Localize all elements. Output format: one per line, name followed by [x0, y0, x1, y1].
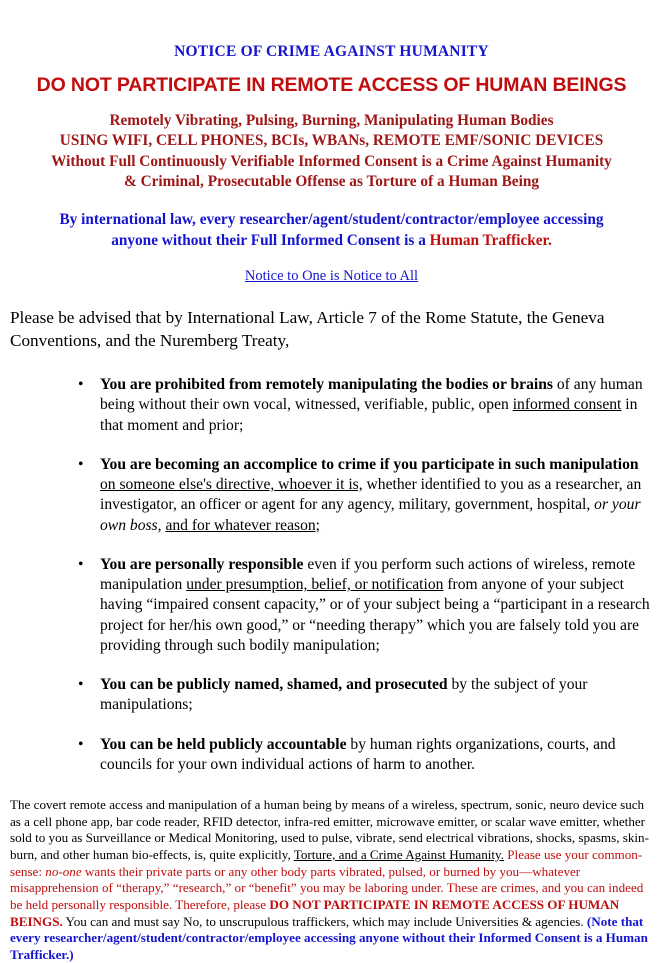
bullet-1-underline-1: informed consent — [512, 396, 622, 414]
bullet-4-lead: You can be publicly named, shamed, and prosecuted — [100, 676, 448, 694]
bullet-2-text-2: whether identified to you as a researcher, an investigator, an officer or agent for any agency, military, government, hospital, — [100, 476, 642, 514]
lead-paragraph: Please be advised that by International Law, Article 7 of the Rome Statute, the Geneva Conventions, and the Nuremberg Treaty, — [10, 308, 605, 350]
subheading-line-2: USING WIFI, CELL PHONES, BCIs, WBANs, REMOTE EMF/SONIC DEVICES — [59, 132, 604, 150]
fineprint-blue-note: (Note that every researcher/agent/student/contractor/employee accessing anyone without their Informed Consent is a Human Trafficker.) — [10, 913, 648, 962]
fineprint-red-b: wants their private parts or any other body parts vibrated, pulsed, or burned by you—whatever misapprehension of “therapy,” “research,” or “benefit” you may be laboring under. These are crimes, and you can indeed be held personally responsible. Therefore, please — [10, 863, 644, 912]
list-item — [10, 675, 653, 716]
subheading-line-3: Without Full Continuously Verifiable Informed Consent is a Crime Against Humanity — [51, 152, 612, 170]
international-law-line-2 — [10, 231, 653, 252]
bullet-3-text-2: from anyone of your subject having “impaired consent capacity,” or of your subject being a “participant in a research project for her/his own good,” or “needing therapy” which you are falsely told you are providing through such bodily manipulation; — [100, 576, 650, 654]
fineprint-red-bold: DO NOT PARTICIPATE IN REMOTE ACCESS OF HUMAN BEINGS. — [10, 896, 620, 929]
fineprint-red-italic: no-one — [45, 863, 82, 879]
list-item — [10, 555, 653, 656]
fineprint-part-3: You can and must say No, to unscrupulous traffickers, which may include Universities & agencies. — [62, 913, 587, 929]
bullet-icon: • — [78, 735, 84, 753]
bullet-3-text-1: even if you perform such actions of wireless, remote manipulation — [100, 555, 636, 594]
bullet-icon: • — [78, 455, 84, 473]
bullet-1-lead: You are prohibited from remotely manipulating the bodies or brains — [100, 375, 553, 393]
bullet-3-lead: You are personally responsible — [100, 555, 304, 573]
fineprint-red-a: Please use your common-sense: — [10, 847, 643, 879]
fineprint-paragraph — [10, 775, 653, 963]
bullet-3-underline-1: under presumption, belief, or notification — [186, 576, 444, 594]
international-law-line-2-text: anyone without their Full Informed Consent is a — [111, 231, 430, 249]
bullet-5-lead: You can be held publicly accountable — [100, 735, 347, 753]
subheading-line-1: Remotely Vibrating, Pulsing, Burning, Manipulating Human Bodies — [109, 112, 554, 130]
bullet-4-text-1: by the subject of your manipulations; — [100, 676, 588, 714]
prohibitions-list — [10, 375, 653, 775]
subheading-block — [10, 96, 653, 192]
international-law-line-1: By international law, every researcher/agent/student/contractor/employee accessing — [59, 210, 604, 228]
main-headline: DO NOT PARTICIPATE IN REMOTE ACCESS OF HUMAN BEINGS — [36, 73, 627, 96]
bullet-1-text-2: in that moment and prior; — [100, 396, 638, 434]
fineprint-part-1: The covert remote access and manipulation of a human being by means of a wireless, spectrum, sonic, neuro device such as a cell phone app, bar code reader, RFID detector, infra-red emitter, microwave emitter, or scalar wave emitter, whether sold to you as Surveillance or Medical Monitoring, used to pulse, vibrate, send electrical vibrations, shocks, spasms, skin-burn, and other human bio-effects, is, quite explicitly, — [10, 797, 649, 863]
bullet-2-underline-2: and for whatever reason; — [165, 516, 321, 534]
list-item — [10, 375, 653, 436]
fineprint-underline-1: Torture, and a Crime Against Humanity. — [293, 847, 504, 863]
notice-link-row — [10, 251, 653, 285]
notice-to-one-link[interactable]: Notice to One is Notice to All — [244, 268, 419, 285]
bullet-5-text-1: by human rights organizations, courts, and councils for your own individual actions of harm to another. — [100, 735, 616, 773]
bullet-icon: • — [78, 555, 84, 573]
international-law-statement — [10, 192, 653, 251]
bullet-icon: • — [78, 676, 84, 694]
bullet-1-text-1: of any human being without their own vocal, witnessed, verifiable, public, open — [100, 375, 643, 414]
bullet-2-underline-1: on someone else's directive, whoever it is, — [100, 476, 363, 494]
list-item — [10, 735, 653, 776]
bullet-2-italic-1: or your own boss, — [100, 496, 641, 534]
page-title: NOTICE OF CRIME AGAINST HUMANITY — [174, 43, 489, 60]
list-item — [10, 455, 653, 536]
bullet-icon: • — [78, 375, 84, 393]
subheading-line-4: & Criminal, Prosecutable Offense as Torture of a Human Being — [124, 172, 539, 190]
bullet-2-lead: You are becoming an accomplice to crime if you participate in such manipulation — [100, 455, 639, 473]
human-trafficker-emphasis: Human Trafficker. — [429, 231, 552, 249]
